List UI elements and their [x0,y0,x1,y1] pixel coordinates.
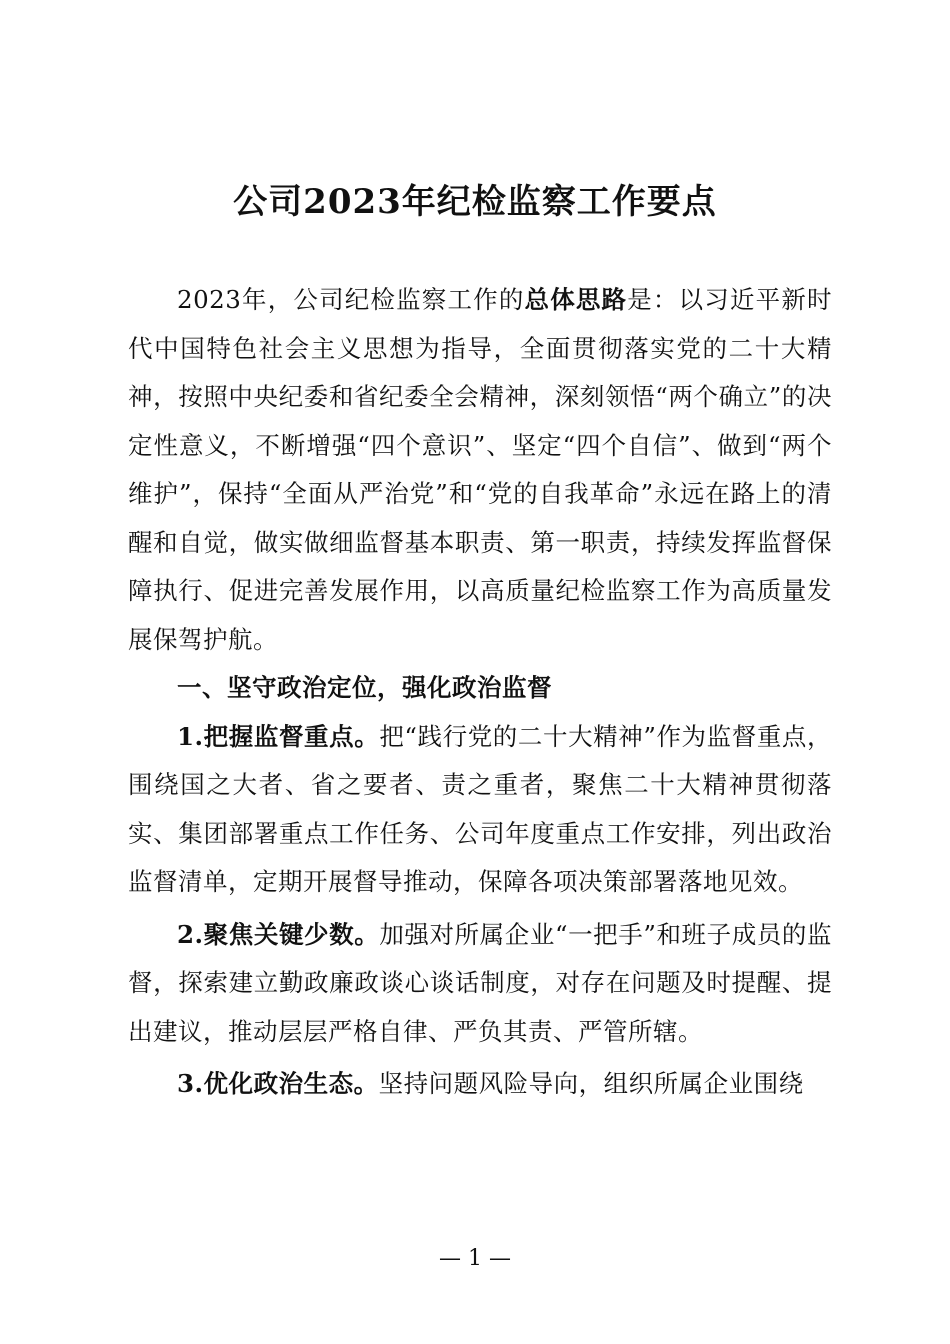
intro-paragraph [128,276,832,664]
intro-lead: 2023年，公司纪检监察工作的 [177,285,525,314]
item-text: 加强对所属企业“一把手”和班子成员的监督，探索建立勤政廉政谈心谈话制度，对存在问题及时提醒、提出建议，推动层层严格自律、严负其责、严管所辖。 [128,919,832,1046]
item-label: 3.优化政治生态。 [177,1069,379,1098]
item-text: 把“践行党的二十大精神”作为监督重点，围绕国之大者、省之要者、责之重者，聚焦二十大精神贯彻落实、集团部署重点工作任务、公司年度重点工作安排，列出政治监督清单，定期开展督导推动，保障各项决策部署落地见效。 [128,721,832,896]
item-text: 坚持问题风险导向，组织所属企业围绕 [378,1069,804,1098]
intro-rest: 是：以习近平新时代中国特色社会主义思想为指导，全面贯彻落实党的二十大精神，按照中央纪委和省纪委全会精神，深刻领悟“两个确立”的决定性意义，不断增强“四个意识”、坚定“四个自信”、做到“两个维护”，保持“全面从严治党”和“党的自我革命”永远在路上的清醒和自觉，做实做细监督基本职责、第一职责，持续发挥监督保障执行、促进完善发展作用，以高质量纪检监察工作为高质量发展保驾护航。 [128,285,833,654]
item-label: 1.把握监督重点。 [177,721,380,751]
list-item [128,911,832,1057]
document-body [128,276,832,1109]
list-item [128,1060,832,1109]
document-title: 公司2023年纪检监察工作要点 [233,182,717,222]
item-label: 2.聚焦关键少数。 [177,919,380,949]
section-heading: 一、坚守政治定位，强化政治监督 [177,673,552,702]
page-number: — 1 — [439,1246,511,1271]
list-item [128,713,832,907]
intro-bold: 总体思路 [524,285,628,314]
